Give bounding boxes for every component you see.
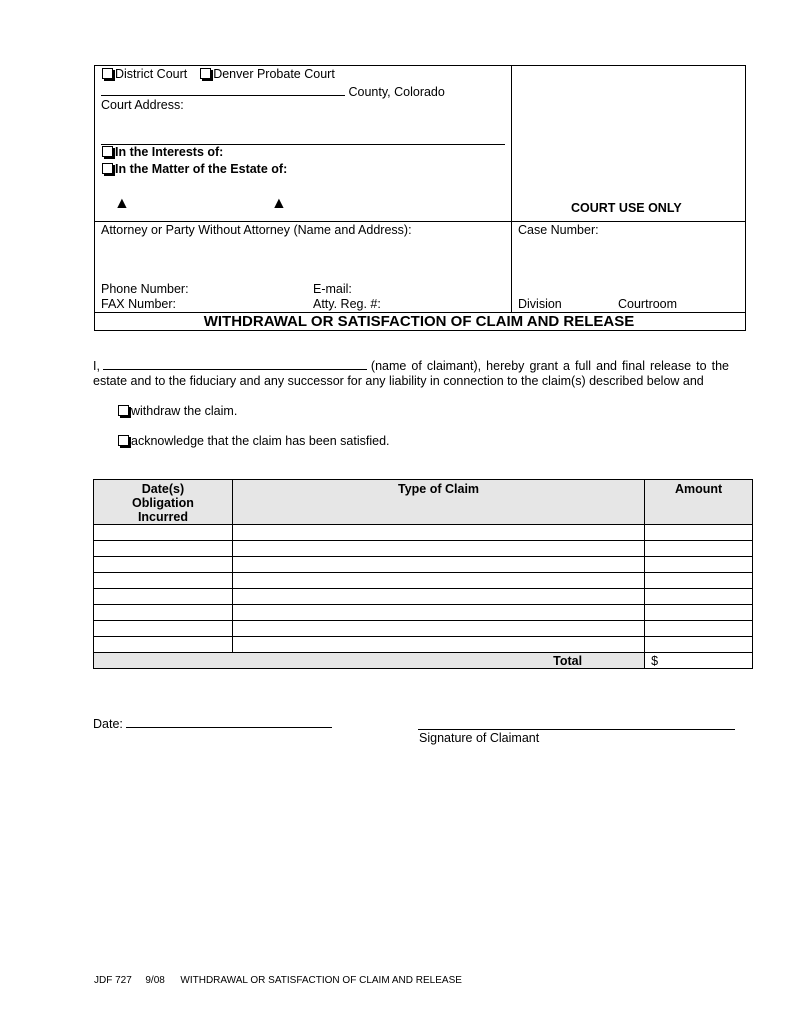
caption-box [94, 65, 746, 331]
amount-cell[interactable] [645, 605, 753, 621]
amount-cell[interactable] [645, 525, 753, 541]
amount-cell[interactable] [645, 557, 753, 573]
court-type-row [102, 67, 335, 81]
claimant-name-blank[interactable] [103, 358, 367, 370]
claims-table [93, 479, 753, 669]
header-date-incurred: Date(s) Obligation Incurred [94, 480, 233, 525]
district-court-checkbox[interactable] [102, 68, 113, 79]
amount-cell[interactable] [645, 621, 753, 637]
amount-cell[interactable] [645, 541, 753, 557]
interests-row [102, 145, 223, 159]
footer-title: WITHDRAWAL OR SATISFACTION OF CLAIM AND RELEASE [180, 975, 462, 986]
table-row [94, 621, 753, 637]
date-cell[interactable] [94, 605, 233, 621]
release-line-suffix: (name of claimant), hereby grant a full and final release to the [370, 359, 729, 373]
release-line-1 [93, 358, 729, 373]
form-title: WITHDRAWAL OR SATISFACTION OF CLAIM AND RELEASE [203, 313, 635, 330]
claims-table-header [94, 480, 753, 525]
withdraw-checkbox[interactable] [118, 405, 129, 416]
date-label: Date: [93, 717, 123, 731]
caption-divider-top [95, 221, 745, 222]
county-blank[interactable] [101, 84, 345, 96]
table-row [94, 605, 753, 621]
table-row [94, 525, 753, 541]
footer-revision: 9/08 [145, 975, 165, 986]
claim-type-cell[interactable] [232, 605, 644, 621]
release-line-prefix: I, [93, 359, 100, 373]
footer-form-id: JDF 727 [94, 975, 132, 986]
denver-probate-label: Denver Probate Court [213, 67, 335, 81]
date-cell[interactable] [94, 589, 233, 605]
table-row [94, 589, 753, 605]
estate-of-checkbox[interactable] [102, 163, 113, 174]
satisfied-label: acknowledge that the claim has been satisfied. [131, 434, 390, 448]
courtroom-label: Courtroom [618, 297, 678, 311]
table-row [94, 637, 753, 653]
option-withdraw-row [118, 404, 237, 418]
denver-probate-checkbox[interactable] [200, 68, 211, 79]
withdraw-label: withdraw the claim. [131, 404, 238, 418]
amount-cell[interactable] [645, 589, 753, 605]
attorney-label: Attorney or Party Without Attorney (Name and Address): [101, 223, 412, 237]
date-cell[interactable] [94, 541, 233, 557]
release-line-2: estate and to the fiduciary and any successor for any liability in connection to the claim(s) described below and [93, 374, 704, 388]
header-type-of-claim: Type of Claim [232, 480, 644, 525]
phone-label: Phone Number: [101, 282, 189, 296]
arrow-up-icon: ▲ [114, 195, 130, 212]
county-label: County, Colorado [348, 85, 445, 99]
date-cell[interactable] [94, 557, 233, 573]
district-court-label: District Court [115, 67, 188, 81]
amount-cell[interactable] [645, 573, 753, 589]
estate-row [102, 162, 287, 176]
table-row [94, 557, 753, 573]
amount-cell[interactable] [645, 637, 753, 653]
interests-of-checkbox[interactable] [102, 146, 113, 157]
footer [94, 975, 462, 986]
total-amount-cell[interactable] [645, 653, 753, 669]
signature-label: Signature of Claimant [419, 731, 540, 745]
claim-type-cell[interactable] [232, 525, 644, 541]
caption-divider-vertical [511, 66, 512, 312]
option-satisfied-row [118, 434, 390, 448]
claim-type-cell[interactable] [232, 589, 644, 605]
atty-reg-label: Atty. Reg. #: [313, 297, 381, 311]
email-label: E-mail: [313, 282, 352, 296]
currency-symbol: $ [651, 653, 659, 668]
table-row [94, 541, 753, 557]
header-amount: Amount [645, 480, 753, 525]
court-use-only-label: COURT USE ONLY [571, 201, 682, 215]
arrow-up-icon: ▲ [271, 195, 287, 212]
date-cell[interactable] [94, 637, 233, 653]
table-row [94, 573, 753, 589]
court-address-label: Court Address: [101, 98, 184, 112]
interests-of-label: In the Interests of: [115, 145, 224, 159]
satisfied-checkbox[interactable] [118, 435, 129, 446]
claim-type-cell[interactable] [232, 541, 644, 557]
date-cell[interactable] [94, 525, 233, 541]
total-row [94, 653, 753, 669]
signature-line[interactable] [418, 729, 735, 730]
date-row [93, 716, 332, 731]
division-label: Division [518, 297, 562, 311]
case-number-label: Case Number: [518, 223, 599, 237]
fax-label: FAX Number: [101, 297, 177, 311]
claim-type-cell[interactable] [232, 621, 644, 637]
total-label: Total [94, 653, 645, 669]
date-cell[interactable] [94, 621, 233, 637]
county-row [101, 84, 445, 99]
date-blank[interactable] [126, 716, 332, 728]
claim-type-cell[interactable] [232, 573, 644, 589]
estate-of-label: In the Matter of the Estate of: [115, 162, 288, 176]
date-cell[interactable] [94, 573, 233, 589]
claim-type-cell[interactable] [232, 637, 644, 653]
claim-type-cell[interactable] [232, 557, 644, 573]
